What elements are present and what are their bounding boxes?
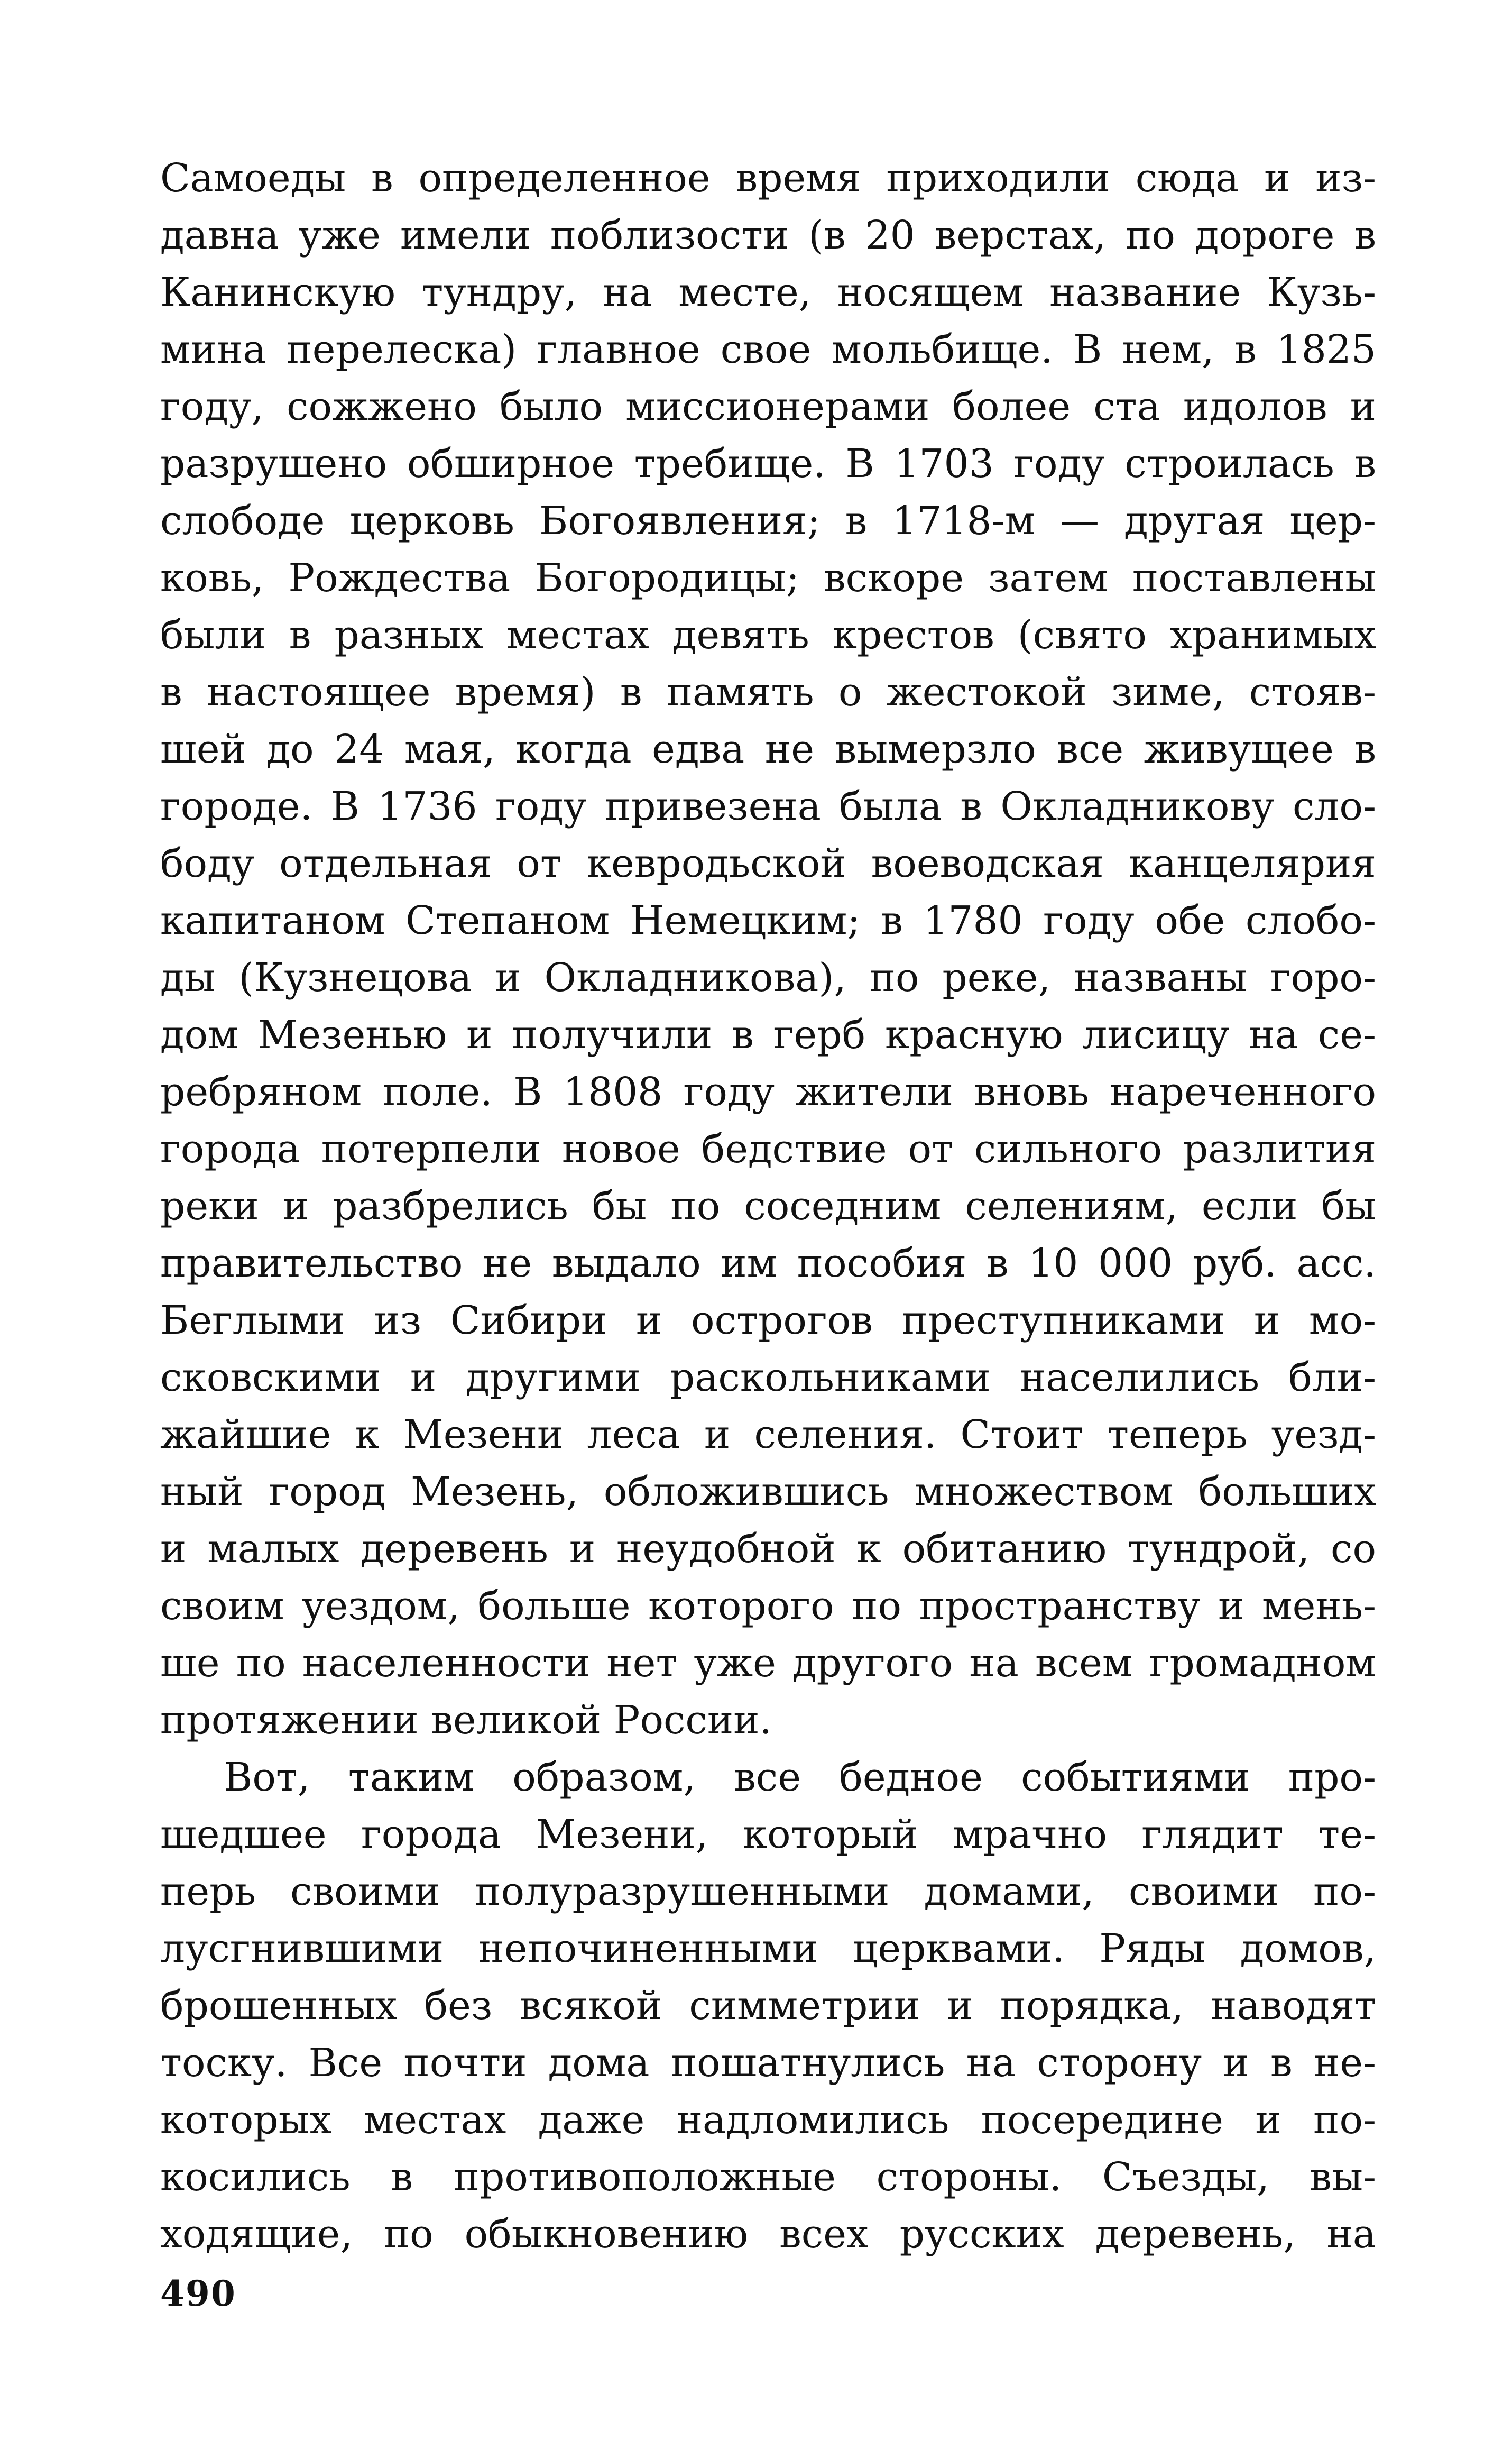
text-line: ковь, Рождества Богородицы; вскоре затем поставлены: [160, 555, 1376, 601]
text-line: и малых деревень и неудобной к обитанию тундрой, со: [160, 1526, 1376, 1572]
paragraph-2: [160, 1749, 1376, 2263]
text-line: жайшие к Мезени леса и селения. Стоит теперь уезд-: [160, 1412, 1376, 1457]
text-line: тоску. Все почти дома пошатнулись на сторону и в не-: [160, 2040, 1376, 2086]
text-line: правительство не выдало им пособия в 10 000 руб. асс.: [160, 1241, 1376, 1286]
text-line: капитаном Степаном Немецким; в 1780 году обе слобо-: [160, 898, 1376, 943]
text-line: реки и разбрелись бы по соседним селениям, если бы: [160, 1183, 1376, 1229]
text-line: году, сожжено было миссионерами более ста идолов и: [160, 384, 1376, 429]
text-line: косились в противоположные стороны. Съезды, вы-: [160, 2154, 1376, 2200]
text-line: шей до 24 мая, когда едва не вымерзло все живущее в: [160, 727, 1376, 772]
text-line: слободе церковь Богоявления; в 1718-м — другая цер-: [160, 498, 1376, 544]
text-line: протяжении великой России.: [160, 1697, 772, 1743]
text-line: ребряном поле. В 1808 году жители вновь нареченного: [160, 1069, 1376, 1115]
text-line: перь своими полуразрушенными домами, своими по-: [160, 1869, 1376, 1914]
text-line: сковскими и другими раскольниками населились бли-: [160, 1355, 1376, 1400]
text-line: брошенных без всякой симметрии и порядка, наводят: [160, 1983, 1376, 2029]
text-line: мина перелеска) главное свое мольбище. В нем, в 1825: [160, 327, 1376, 372]
text-line: ный город Мезень, обложившись множеством больших: [160, 1469, 1376, 1515]
text-line: Беглыми из Сибири и острогов преступниками и мо-: [160, 1298, 1376, 1343]
text-line: давна уже имели поблизости (в 20 верстах, по дороге в: [160, 213, 1376, 258]
text-line: города потерпели новое бедствие от сильного разлития: [160, 1126, 1376, 1172]
text-line: разрушено обширное требище. В 1703 году строилась в: [160, 441, 1376, 487]
text-line: городе. В 1736 году привезена была в Окладникову сло-: [160, 784, 1376, 829]
text-line: Канинскую тундру, на месте, носящем название Кузь-: [160, 270, 1376, 315]
text-line: шедшее города Мезени, который мрачно глядит те-: [160, 1812, 1376, 1857]
text-line: своим уездом, больше которого по пространству и мень-: [160, 1583, 1376, 1629]
text-line: которых местах даже надломились посередине и по-: [160, 2097, 1376, 2143]
text-line: были в разных местах девять крестов (свято хранимых: [160, 612, 1376, 658]
text-line: дом Мезенью и получили в герб красную лисицу на се-: [160, 1012, 1376, 1058]
text-line: Самоеды в определенное время приходили сюда и из-: [160, 155, 1376, 201]
text-line: ходящие, по обыкновению всех русских деревень, на: [160, 2211, 1376, 2257]
text-line: ше по населенности нет уже другого на всем громадном: [160, 1640, 1376, 1686]
text-line: ды (Кузнецова и Окладникова), по реке, названы горо-: [160, 955, 1376, 1001]
paragraph-1: [160, 150, 1376, 1749]
text-line: лусгнившими непочиненными церквами. Ряды домов,: [160, 1926, 1376, 1971]
text-line: в настоящее время) в память о жестокой зиме, стояв-: [160, 669, 1376, 715]
text-line: Вот, таким образом, все бедное событиями про-: [224, 1755, 1376, 1800]
body-text: [160, 150, 1376, 2263]
text-line: боду отдельная от кевродьской воеводская канцелярия: [160, 841, 1376, 886]
page-number: 490: [160, 2273, 236, 2314]
